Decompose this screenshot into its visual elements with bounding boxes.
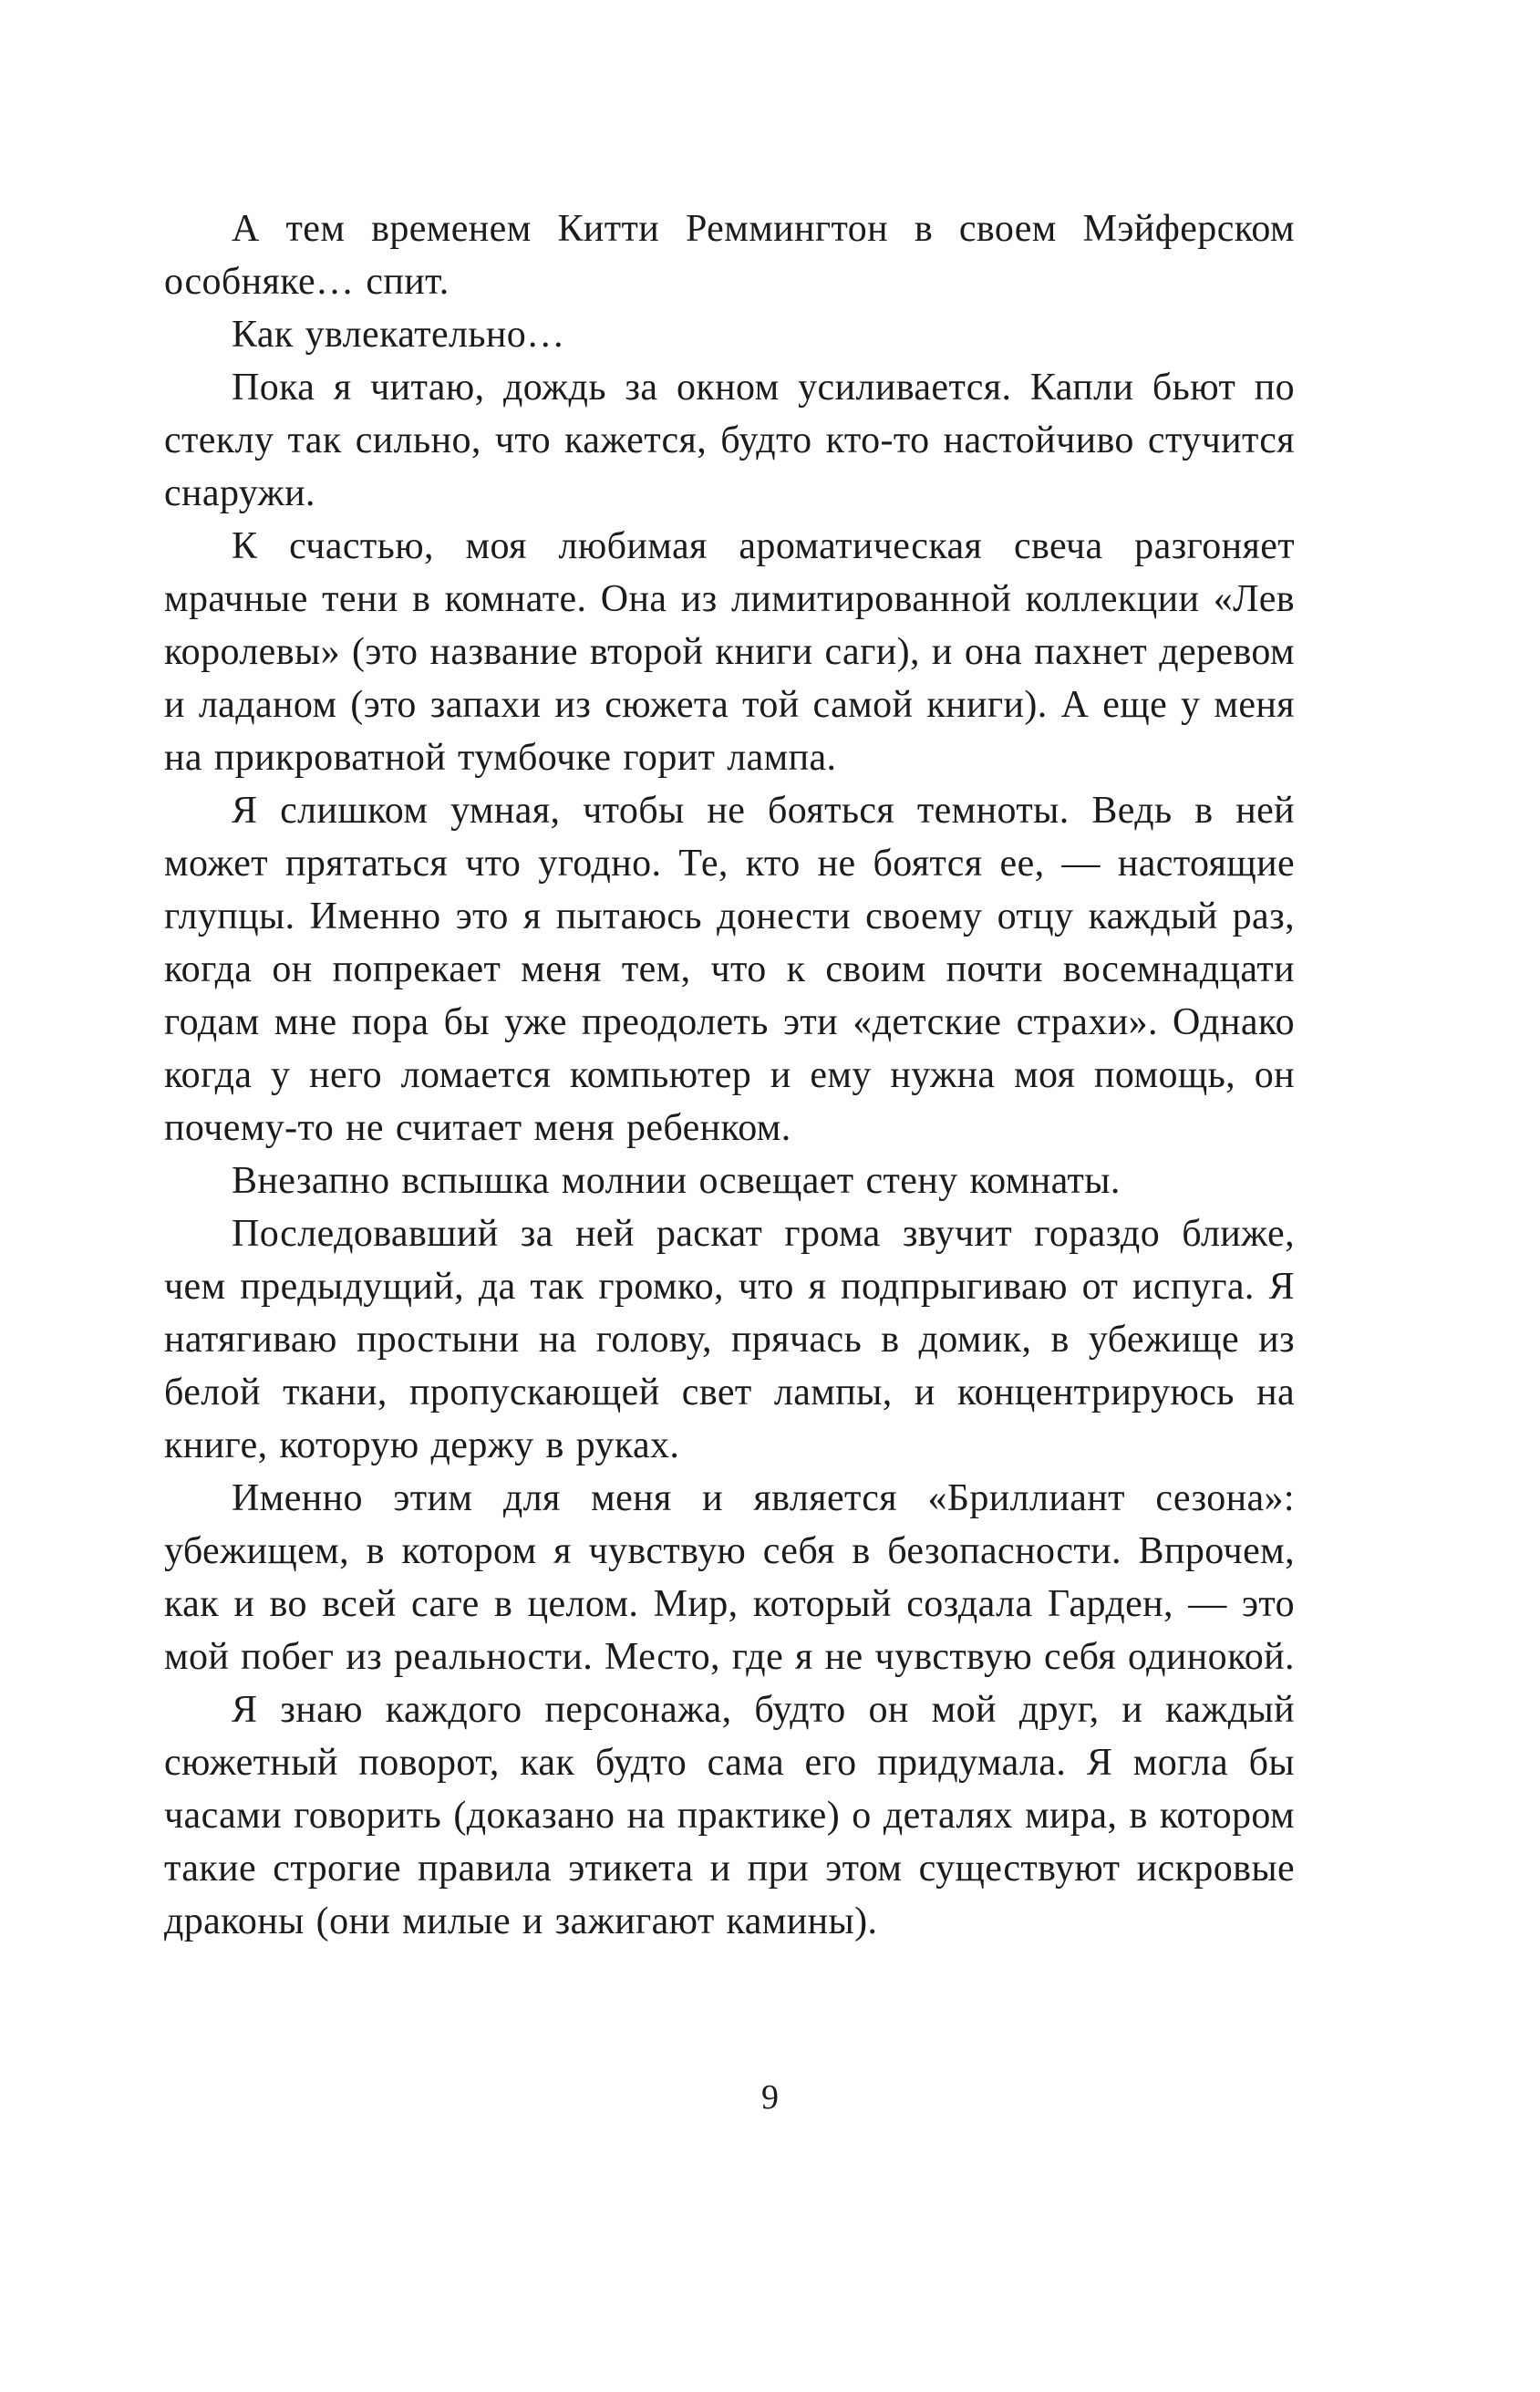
paragraph: Внезапно вспышка молнии освещает стену комнаты. xyxy=(232,1160,1121,1202)
page-number: 9 xyxy=(761,2078,779,2117)
text-block xyxy=(164,202,1295,1948)
paragraph: К счастью, моя любимая ароматическая свеча разгоняет мрачные тени в комнате. Она из лимитированной коллекции «Лев королевы» (это название второй книги саги), и она пахнет деревом и ладаном (это запахи из сюжета той самой книги). А еще у меня на прикроватной тумбочке горит лампа. xyxy=(164,525,1295,779)
paragraph: А тем временем Китти Реммингтон в своем Мэйферском особняке… спит. xyxy=(164,208,1295,303)
paragraph: Последовавший за ней раскат грома звучит гораздо ближе, чем предыдущий, да так громко, что я подпрыгиваю от испуга. Я натягиваю простыни на голову, прячась в домик, в убежище из белой ткани, пропускающей свет лампы, и концентрируюсь на книге, которую держу в руках. xyxy=(164,1213,1295,1466)
paragraph: Именно этим для меня и является «Бриллиант сезона»: убежищем, в котором я чувствую себя в безопасности. Впрочем, как и во всей саге в целом. Мир, который создала Гарден, — это мой побег из реальности. Место, где я не чувствую себя одинокой. xyxy=(164,1477,1295,1678)
paragraph: Пока я читаю, дождь за окном усиливается. Капли бьют по стеклу так сильно, что кажется, будто кто-то настойчиво стучится снаружи. xyxy=(164,367,1295,514)
paragraph: Я слишком умная, чтобы не бояться темноты. Ведь в ней может прятаться что угодно. Те, кто не боятся ее, — настоящие глупцы. Именно это я пытаюсь донести своему отцу каждый раз, когда он попрекает меня тем, что к своим почти восемнадцати годам мне пора бы уже преодолеть эти «детские страхи». Однако когда у него ломается компьютер и ему нужна моя помощь, он почему-то не считает меня ребенком. xyxy=(164,790,1295,1149)
paragraph: Я знаю каждого персонажа, будто он мой друг, и каждый сюжетный поворот, как будто сама его придумала. Я могла бы часами говорить (доказано на практике) о деталях мира, в котором такие строгие правила этикета и при этом существуют искровые драконы (они милые и зажигают камины). xyxy=(164,1689,1295,1942)
paragraph: Как увлекательно… xyxy=(232,314,565,356)
